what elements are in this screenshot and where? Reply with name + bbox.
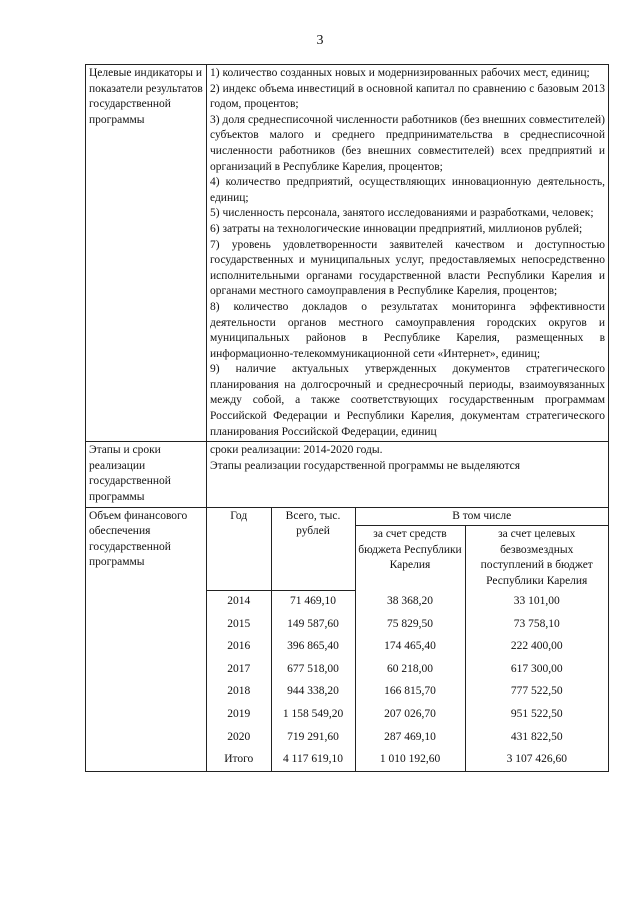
total-row-total: 4 117 619,10: [271, 749, 355, 771]
finance-data-row: [207, 614, 608, 637]
indicator-item: 7) уровень удовлетворенности заявителей качеством и доступностью государственных и муниципальных услуг, предоставляемых непосредственно исполнительными органами государственной власти Республики Карелия и органами местного самоуправления в Республике Карелия, процентов;: [210, 238, 605, 298]
cell-budget: 60 218,00: [355, 659, 465, 682]
cell-grants: 222 400,00: [465, 636, 608, 659]
total-row-budget: 1 010 192,60: [355, 749, 465, 771]
header-total: Всего, тыс. рублей: [271, 508, 355, 591]
finance-data-row: [207, 591, 608, 614]
cell-year: 2018: [207, 681, 271, 704]
indicator-item: 8) количество докладов о результатах мониторинга эффективности деятельности органов местного самоуправления городских округов и муниципальных районов в Республике Карелия, размещенных в информационно-телекоммуникационной сети «Интернет», единиц;: [210, 300, 605, 360]
header-year: Год: [207, 508, 271, 591]
cell-total: 71 469,10: [271, 591, 355, 614]
header-budget: за счет средств бюджета Республики Карелия: [355, 526, 465, 591]
indicator-item: 9) наличие актуальных утвержденных документов стратегического планирования на долгосрочный и среднесрочный периоды, взаимоувязанных между собой, а также соответствующих государственным программам Российской Федерации и Республики Карелия, документам стратегического планирования Российской Федерации, единиц: [210, 363, 605, 438]
cell-grants: 777 522,50: [465, 681, 608, 704]
cell-budget: 287 469,10: [355, 727, 465, 750]
cell-grants: 951 522,50: [465, 704, 608, 727]
finance-data-row: [207, 681, 608, 704]
cell-grants: 431 822,50: [465, 727, 608, 750]
cell-total: 396 865,40: [271, 636, 355, 659]
program-passport-table: [85, 64, 609, 772]
finance-data-row: [207, 659, 608, 682]
stages-label: Этапы и сроки реализации государственной программы: [86, 442, 207, 507]
stages-period: сроки реализации: 2014-2020 годы.: [210, 444, 383, 457]
finance-content: [207, 507, 609, 771]
finance-data-row: [207, 727, 608, 750]
cell-total: 677 518,00: [271, 659, 355, 682]
indicator-item: 6) затраты на технологические инновации предприятий, миллионов рублей;: [210, 222, 583, 235]
cell-grants: 73 758,10: [465, 614, 608, 637]
cell-budget: 75 829,50: [355, 614, 465, 637]
indicator-item: 1) количество созданных новых и модернизированных рабочих мест, единиц;: [210, 67, 590, 79]
total-row-label: Итого: [207, 749, 271, 771]
finance-total-row: [207, 749, 608, 771]
cell-budget: 38 368,20: [355, 591, 465, 614]
cell-grants: 33 101,00: [465, 591, 608, 614]
cell-grants: 617 300,00: [465, 659, 608, 682]
finance-header-row: [207, 508, 608, 526]
finance-label: Объем финансового обеспечения государственной программы: [86, 507, 207, 771]
cell-year: 2020: [207, 727, 271, 750]
finance-data-row: [207, 636, 608, 659]
cell-budget: 166 815,70: [355, 681, 465, 704]
finance-table: [207, 508, 608, 771]
cell-total: 719 291,60: [271, 727, 355, 750]
finance-row: [86, 507, 609, 771]
cell-total: 1 158 549,20: [271, 704, 355, 727]
cell-year: 2019: [207, 704, 271, 727]
cell-year: 2017: [207, 659, 271, 682]
cell-total: 149 587,60: [271, 614, 355, 637]
finance-table-body: [207, 591, 608, 750]
header-including: В том числе: [355, 508, 608, 526]
cell-year: 2016: [207, 636, 271, 659]
indicators-label: Целевые индикаторы и показатели результатов государственной программы: [86, 65, 207, 442]
cell-year: 2014: [207, 591, 271, 614]
cell-year: 2015: [207, 614, 271, 637]
indicator-item: 3) доля среднесписочной численности работников (без внешних совместителей) субъектов малого и среднего предпринимательства в среднесписочной численности работников (без внешних совместителей) всех предприятий и организаций в Республике Карелия, процентов;: [210, 113, 605, 173]
cell-budget: 207 026,70: [355, 704, 465, 727]
finance-data-row: [207, 704, 608, 727]
indicator-item: 4) количество предприятий, осуществляющих инновационную деятельность, единиц;: [210, 176, 605, 204]
header-grants: за счет целевых безвозмездных поступлений в бюджет Республики Карелия: [465, 526, 608, 591]
stages-row: [86, 442, 609, 507]
indicators-content: [207, 65, 609, 442]
indicators-row: [86, 65, 609, 442]
cell-budget: 174 465,40: [355, 636, 465, 659]
indicator-item: 2) индекс объема инвестиций в основной капитал по сравнению с базовым 2013 годом, процентов;: [210, 82, 605, 111]
stages-note: Этапы реализации государственной программы не выделяются: [210, 459, 521, 472]
page-number: 3: [316, 33, 324, 48]
indicator-item: 5) численность персонала, занятого исследованиями и разработками, человек;: [210, 207, 594, 220]
total-row-grants: 3 107 426,60: [465, 749, 608, 771]
stages-content: [207, 442, 609, 507]
cell-total: 944 338,20: [271, 681, 355, 704]
